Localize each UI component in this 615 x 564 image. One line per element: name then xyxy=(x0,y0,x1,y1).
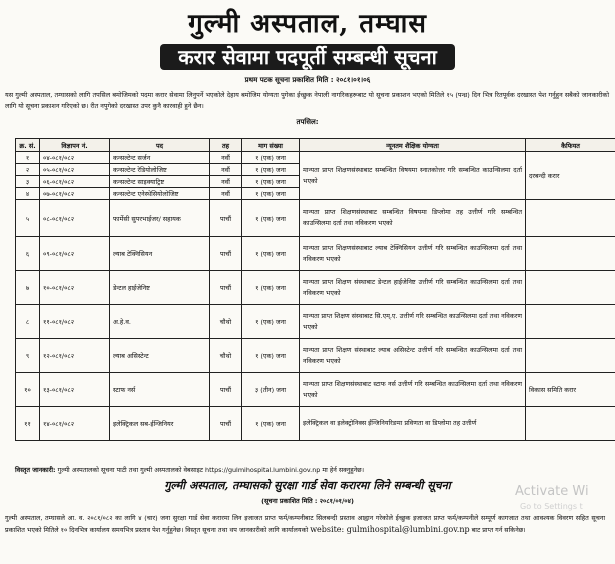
cell-remarks xyxy=(526,339,615,373)
website-link[interactable]: website: gulmihospital@lumbini.gov.np xyxy=(310,525,470,534)
cell-level: नवौं xyxy=(210,176,242,188)
more-info-text: गुल्मी अस्पतालको सूचना पाटी तथा गुल्मी अस्पतालको वेबसाइट https://gulmihospital.lumbini.gov.np मा हेर्न सक्नुहुनेछ। xyxy=(57,466,365,474)
cell-sn: ७ xyxy=(16,271,40,305)
cell-adno: ०५-०८१/०८२ xyxy=(40,164,110,176)
cell-level: पाचौं xyxy=(210,407,242,441)
cell-qualification: मान्यता प्राप्त शिक्षणसंस्थाबाट स्टाफ नर्स उत्तीर्ण गरि सम्बन्धित काउन्सिलमा दर्ता तथा नविकरण भएको xyxy=(300,373,526,407)
table-row xyxy=(16,305,615,339)
cell-count: १ (एक) जना xyxy=(242,305,300,339)
header-level: तह xyxy=(210,139,242,152)
cell-adno: १४-०८१/०८२ xyxy=(40,407,110,441)
cell-post: ल्याब असिस्टेन्ट xyxy=(110,339,210,373)
security-notice-suffix: बाट प्राप्त गर्न सकिनेछ। xyxy=(471,526,526,534)
cell-qualification-merged: मान्यता प्राप्त शिक्षणसंस्थाबाट सम्बन्धित विषयमा स्नातकोत्तर गरि सम्बन्धित काउन्सिलमा दर्ता भएको xyxy=(300,152,526,200)
cell-adno: १०-०८१/०८२ xyxy=(40,271,110,305)
cell-post: स्टाफ नर्स xyxy=(110,373,210,407)
cell-adno: ०८-०८१/०८२ xyxy=(40,200,110,237)
header-sn: क्र. सं. xyxy=(16,139,40,152)
cell-remarks: विकास समिति करार xyxy=(526,373,615,407)
cell-post: इलेक्ट्रिकल सब-ईन्जिनियर xyxy=(110,407,210,441)
security-notice-date: (सूचना प्रकाशित मिति : २०८१/०१/०४) xyxy=(261,497,354,505)
cell-count: १ (एक) जना xyxy=(242,200,300,237)
cell-count: १ (एक) जना xyxy=(242,176,300,188)
header-post: पद xyxy=(110,139,210,152)
cell-remarks xyxy=(526,271,615,305)
cell-level: चौथो xyxy=(210,305,242,339)
security-notice-title: गुल्मी अस्पताल, तम्घासको सुरक्षा गार्ड सेवा करारमा लिने सम्बन्धी सूचना xyxy=(164,479,451,492)
header-count: माग संख्या xyxy=(242,139,300,152)
cell-post: कन्सल्टेन्ट रेडियोलोजिष्ट xyxy=(110,164,210,176)
cell-post: अ.हे.व. xyxy=(110,305,210,339)
cell-remarks xyxy=(526,200,615,237)
cell-sn: १ xyxy=(16,152,40,164)
cell-post: कन्सल्टेन्ट साइक्याट्रिष्ट xyxy=(110,176,210,188)
cell-post: डेन्टल हाईजेनिष्ट xyxy=(110,271,210,305)
cell-level: चौथो xyxy=(210,339,242,373)
cell-sn: २ xyxy=(16,164,40,176)
cell-post: कन्सल्टेन्ट सर्जन xyxy=(110,152,210,164)
more-info xyxy=(15,465,605,474)
table-header xyxy=(16,139,615,152)
cell-adno: ०४-०८१/०८२ xyxy=(40,152,110,164)
cell-level: नवौं xyxy=(210,188,242,200)
cell-remarks xyxy=(526,305,615,339)
cell-adno: १३-०८१/०८२ xyxy=(40,373,110,407)
publication-date: प्रथम पटक सूचना प्रकाशित मिति : २०८१।०१।०६ xyxy=(244,76,371,84)
cell-sn: ५ xyxy=(16,200,40,237)
notice-subtitle: करार सेवामा पदपूर्ती सम्बन्धी सूचना xyxy=(160,44,455,70)
cell-level: पाचौं xyxy=(210,237,242,271)
cell-qualification: मान्यता प्राप्त शिक्षण संस्थाबाट डेन्टल हाईजेनिष्ट उत्तीर्ण गरि सम्बन्धित काउन्सिलमा दर्ता तथा नविकरण भएको xyxy=(300,271,526,305)
security-notice-text: गुल्मी अस्पताल, तम्घासले आ. व. २०८१/०८२ का लागि ४ (चार) जना सुरक्षा गार्ड सेवा करारमा लिन इजाजत प्राप्त फर्म/कम्पनीबाट सिलबन्दी प्रस्ताव आह्वान गरेकोले ईच्छुक इजाजत प्राप्त फर्म/कम्पनीले सम्पूर्ण कागजात तथा आवश्यक विवरण सहित सूचना प्रकाशित भएको मितिले १० दिनभित्र कार्यालय समयभित्र प्रस्ताव पेश गर्नुहुनेछ। विस्तृत सूचना तथा थप जानकारीको लागि कार्यालयको xyxy=(5,514,605,534)
details-heading: तपसिल: xyxy=(296,118,319,126)
cell-adno: ११-०८१/०८२ xyxy=(40,305,110,339)
cell-count: १ (एक) जना xyxy=(242,164,300,176)
settings-watermark: Go to Settings t xyxy=(520,502,583,511)
cell-sn: ३ xyxy=(16,176,40,188)
cell-qualification: मान्यता प्राप्त शिक्षणसंस्थाबाट सम्बन्धित विषयमा डिप्लोमा तह उत्तीर्ण गरि सम्बन्धित काउन्सिलमा दर्ता तथा नविकरण भएको xyxy=(300,200,526,237)
cell-remarks-merged: दरबन्दी करार xyxy=(526,152,615,200)
cell-level: नवौं xyxy=(210,164,242,176)
cell-remarks xyxy=(526,407,615,441)
header-remarks: कैफियत xyxy=(526,139,615,152)
table-row xyxy=(16,339,615,373)
cell-level: पाचौं xyxy=(210,200,242,237)
cell-qualification: मान्यता प्राप्त शिक्षण संस्थाबाट सि.एम्.ए. उत्तीर्ण गरि सम्बन्धित काउन्सिलमा दर्ता तथा नविकरण भएको xyxy=(300,305,526,339)
cell-count: १ (एक) जना xyxy=(242,237,300,271)
hospital-title: गुल्मी अस्पताल, तम्घास xyxy=(188,9,427,39)
cell-adno: ०६-०८१/०८२ xyxy=(40,176,110,188)
cell-count: ३ (तीन) जना xyxy=(242,373,300,407)
vacancy-table xyxy=(15,138,615,441)
more-info-label: विस्तृत जानकारी: xyxy=(15,466,56,474)
cell-sn: १० xyxy=(16,373,40,407)
security-notice-body xyxy=(5,512,605,536)
cell-post: ल्याब टेक्निसियन xyxy=(110,237,210,271)
cell-level: नवौं xyxy=(210,152,242,164)
table-body xyxy=(16,152,615,441)
header-qualification: न्यूनतम शैक्षिक योग्यता xyxy=(300,139,526,152)
intro-paragraph: यस गुल्मी अस्पताल, तम्घासको लागि तपसिल बमोजिमको पदमा करार सेवामा लिनुपर्ने भएकोले देहाय बमोजिम योग्यता पुगेका ईच्छुक नेपाली नागरिकहरूबाट यो सूचना प्रकाशन भएको मितिले १५ (पन्ध्र) दिन भित्र रितपूर्वक दरखास्त पेश गर्नुहुन सबैको जानकारीको लागि यो सूचना प्रकाशन गरिएको छ। रीत नपुगेको दरखास्त उपर कुनै कारवाही हुने छैन। xyxy=(5,91,609,110)
cell-level: पाचौं xyxy=(210,373,242,407)
cell-count: १ (एक) जना xyxy=(242,271,300,305)
table-row xyxy=(16,152,615,164)
cell-sn: ९ xyxy=(16,339,40,373)
table-row xyxy=(16,200,615,237)
cell-sn: ८ xyxy=(16,305,40,339)
cell-adno: ०९-०८१/०८२ xyxy=(40,237,110,271)
table-row xyxy=(16,237,615,271)
subtitle-banner xyxy=(0,44,615,70)
cell-post: कन्सल्टेन्ट एनेस्थेसियोलोजिष्ट xyxy=(110,188,210,200)
cell-sn: ११ xyxy=(16,407,40,441)
cell-remarks xyxy=(526,237,615,271)
table-row xyxy=(16,373,615,407)
header-adno: विज्ञापन नं. xyxy=(40,139,110,152)
cell-count: १ (एक) जना xyxy=(242,339,300,373)
table-row xyxy=(16,407,615,441)
cell-level: पाचौं xyxy=(210,271,242,305)
cell-count: १ (एक) जना xyxy=(242,407,300,441)
table-row xyxy=(16,271,615,305)
cell-adno: १२-०८१/०८२ xyxy=(40,339,110,373)
cell-sn: ४ xyxy=(16,188,40,200)
cell-count: १ (एक) जना xyxy=(242,152,300,164)
cell-qualification: मान्यता प्राप्त शिक्षण संस्थाबाट ल्याब असिस्टेन्ट उत्तीर्ण गरि सम्बन्धित काउन्सिलमा दर्ता तथा नविकरण भएको xyxy=(300,339,526,373)
cell-qualification: इलेक्ट्रिकल वा इलेक्ट्रोनिक्स ईन्जिनियरिङमा प्रविणता वा डिप्लोमा तह उत्तीर्ण xyxy=(300,407,526,441)
activate-windows-watermark: Activate Wi xyxy=(515,484,589,499)
cell-count: १ (एक) जना xyxy=(242,188,300,200)
cell-adno: ०७-०८१/०८२ xyxy=(40,188,110,200)
cell-sn: ६ xyxy=(16,237,40,271)
cell-qualification: मान्यता प्राप्त शिक्षणसंस्थाबाट ल्याब टेक्निसियन उत्तीर्ण गरि सम्बन्धित काउन्सिलमा दर्ता तथा नविकरण भएको xyxy=(300,237,526,271)
cell-post: फार्मेसी सुपरभाईजर/ सहायक xyxy=(110,200,210,237)
